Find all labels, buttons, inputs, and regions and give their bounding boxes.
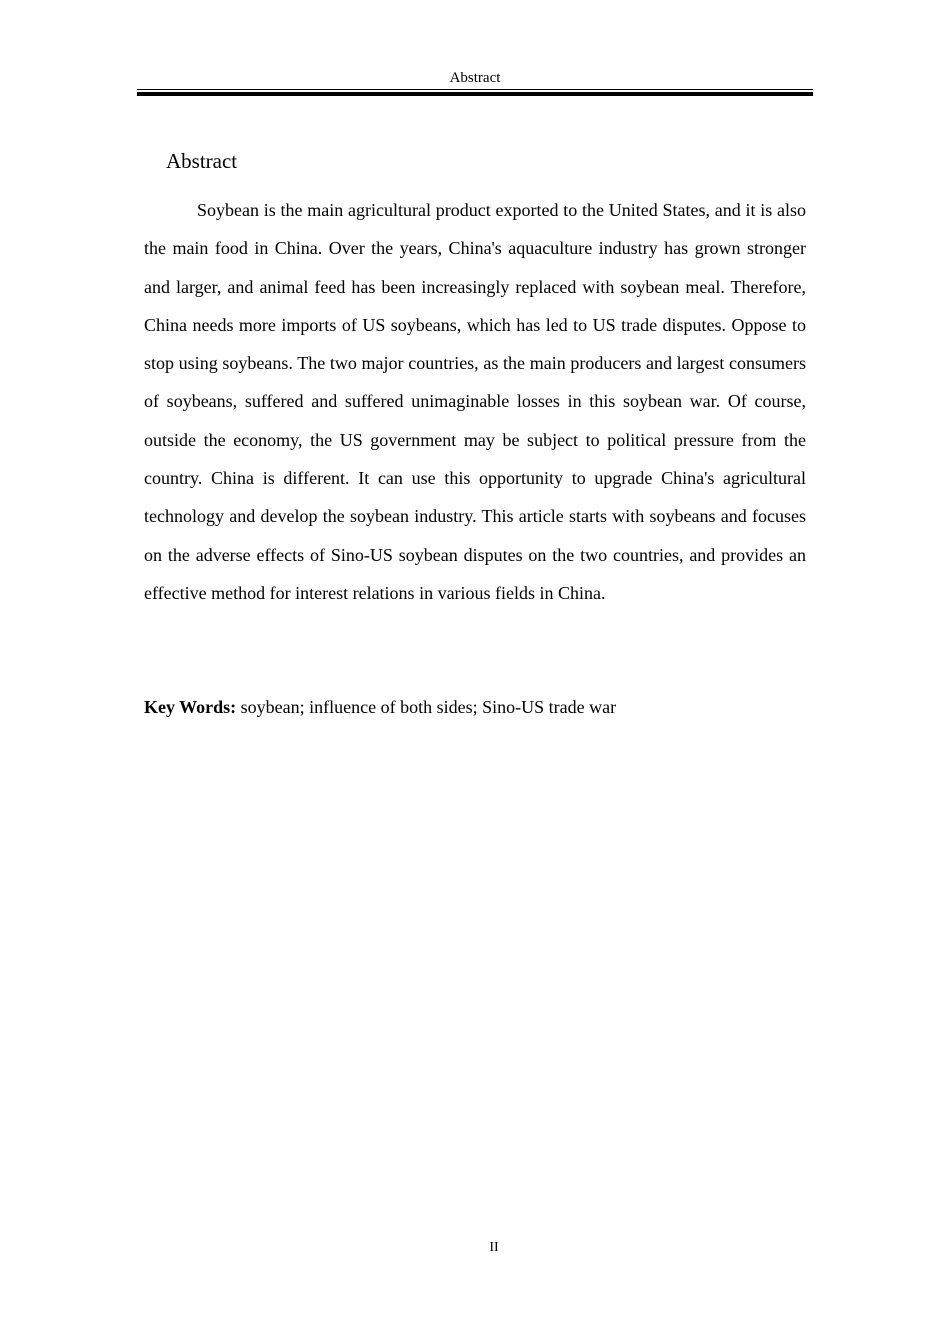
keywords-line	[144, 692, 806, 722]
abstract-heading: Abstract	[166, 149, 238, 173]
keywords-text: soybean; influence of both sides; Sino-US trade war	[240, 697, 617, 717]
header-rule-thick	[137, 92, 813, 96]
running-header: Abstract	[449, 70, 501, 86]
page-number: II	[489, 1240, 499, 1255]
abstract-body: Soybean is the main agricultural product exported to the United States, and it is also the main food in China. Over the years, China's aquaculture industry has grown stronger and larger, and animal feed has been increasingly replaced with soybean meal. Therefore, China needs more imports of US soybeans, which has led to US trade disputes. Oppose to stop using soybeans. The two major countries, as the main producers and largest consumers of soybeans, suffered and suffered unimaginable losses in this soybean war. Of course, outside the economy, the US government may be subject to political pressure from the country. China is different. It can use this opportunity to upgrade China's agricultural technology and develop the soybean industry. This article starts with soybeans and focuses on the adverse effects of Sino-US soybean disputes on the two countries, and provides an effective method for interest relations in various fields in China.	[144, 200, 806, 603]
keywords-label: Key Words:	[144, 697, 237, 717]
header-rule-thin	[137, 89, 813, 90]
